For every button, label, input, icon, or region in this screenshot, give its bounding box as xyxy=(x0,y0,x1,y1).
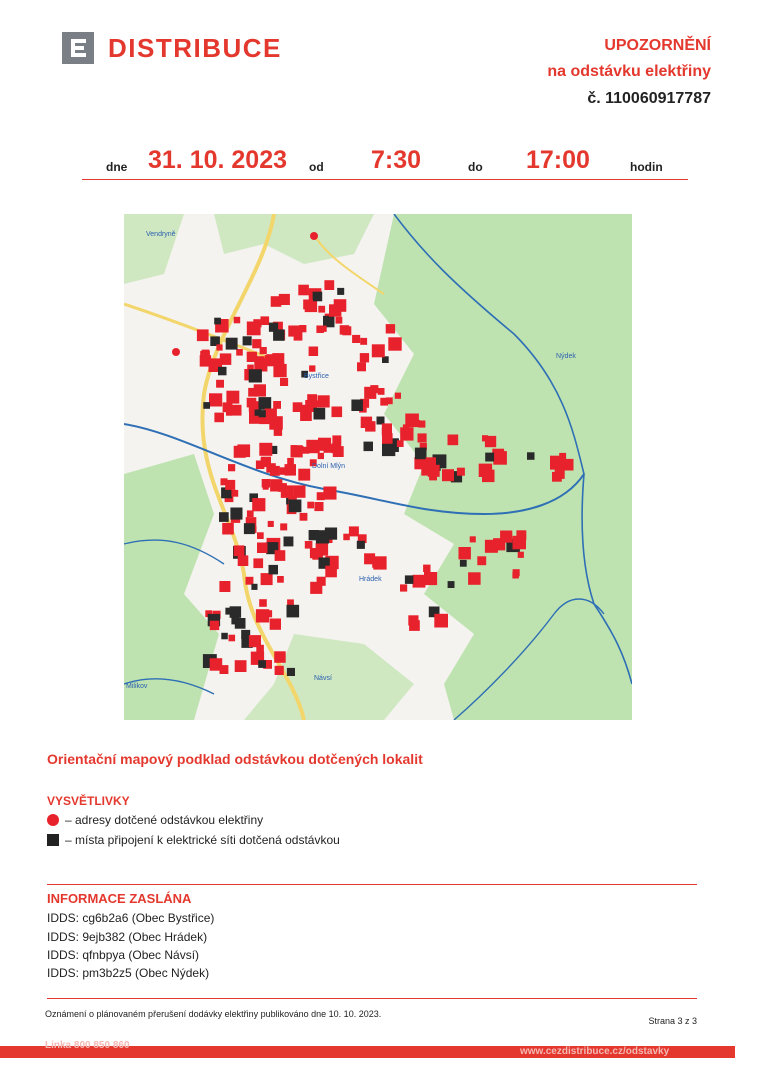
address-marker xyxy=(395,393,401,399)
address-marker xyxy=(334,299,347,312)
address-marker xyxy=(273,401,281,409)
address-marker xyxy=(470,536,476,542)
unit-label: hodin xyxy=(630,160,663,174)
address-marker xyxy=(343,534,350,541)
address-marker xyxy=(316,543,329,556)
address-marker xyxy=(229,635,236,642)
notice-subtitle: na odstávku elektřiny xyxy=(547,63,711,80)
address-marker xyxy=(360,353,369,362)
address-marker xyxy=(477,556,486,565)
address-marker xyxy=(228,464,235,471)
address-marker xyxy=(225,480,235,490)
connection-marker xyxy=(243,336,252,345)
address-marker xyxy=(310,582,322,594)
connection-marker xyxy=(259,410,266,417)
published-note: Oznámení o plánovaném přerušení dodávky elektřiny publikováno dne 10. 10. 2023. xyxy=(45,1009,382,1019)
connection-marker xyxy=(259,397,272,410)
address-marker xyxy=(209,393,222,406)
to-label: do xyxy=(468,160,483,174)
address-marker xyxy=(257,543,268,554)
address-marker xyxy=(273,364,286,377)
connection-marker xyxy=(316,530,329,543)
connection-marker xyxy=(218,367,227,376)
address-marker xyxy=(378,388,385,395)
address-marker xyxy=(261,573,273,585)
address-marker xyxy=(270,619,281,630)
address-marker xyxy=(309,365,315,371)
map-caption: Orientační mapový podklad odstávkou dotčených lokalit xyxy=(47,751,423,767)
address-marker xyxy=(457,468,465,476)
connection-marker xyxy=(214,318,221,325)
address-marker xyxy=(214,413,224,423)
connection-marker xyxy=(203,402,210,409)
footer-divider xyxy=(47,998,697,999)
address-marker xyxy=(400,427,413,440)
address-marker xyxy=(324,280,334,290)
to-time: 17:00 xyxy=(526,146,590,174)
address-marker xyxy=(388,337,401,350)
connection-marker xyxy=(235,618,246,629)
address-marker xyxy=(262,479,271,488)
address-marker xyxy=(357,362,366,371)
legend-address-text: – adresy dotčené odstávkou elektřiny xyxy=(65,813,264,827)
address-marker xyxy=(349,526,359,536)
place-label-bystrice: Bystřice xyxy=(304,373,329,380)
connection-marker xyxy=(287,605,300,618)
legend-title: VYSVĚTLIVKY xyxy=(47,794,130,808)
place-label-navsi: Návsí xyxy=(314,675,332,682)
address-marker xyxy=(269,416,283,430)
page-number: Strana 3 z 3 xyxy=(648,1016,697,1026)
address-marker xyxy=(270,479,282,491)
address-marker xyxy=(303,447,310,454)
idds-line: IDDS: qfnbpya (Obec Návsí) xyxy=(47,948,200,962)
address-marker xyxy=(372,344,385,357)
connection-marker xyxy=(527,452,535,460)
connection-marker xyxy=(364,442,374,452)
connection-marker xyxy=(382,356,389,363)
address-marker xyxy=(280,467,288,475)
footer-hotline: Linka 800 850 860 xyxy=(45,1040,130,1051)
place-label-vendryne: Vendryně xyxy=(146,231,176,238)
address-marker xyxy=(279,294,290,305)
address-marker xyxy=(562,459,574,471)
address-marker xyxy=(518,552,524,558)
address-marker xyxy=(482,435,488,441)
address-marker xyxy=(247,510,254,517)
address-marker xyxy=(231,405,242,416)
address-marker xyxy=(382,423,392,433)
red-dot-icon xyxy=(47,814,59,826)
address-marker xyxy=(513,569,520,576)
connection-marker xyxy=(273,329,284,340)
address-marker xyxy=(314,502,323,511)
connection-marker xyxy=(226,338,238,350)
address-marker xyxy=(310,232,318,240)
address-marker xyxy=(323,487,336,500)
address-marker xyxy=(500,531,512,543)
legend-connection-row xyxy=(47,833,340,847)
connection-marker xyxy=(284,537,294,547)
address-marker xyxy=(210,621,219,630)
address-marker xyxy=(272,353,284,365)
address-marker xyxy=(219,581,230,592)
address-marker xyxy=(274,651,286,663)
address-marker xyxy=(397,440,404,447)
address-marker xyxy=(332,435,341,444)
address-marker xyxy=(298,285,309,296)
address-marker xyxy=(409,620,420,631)
connection-marker xyxy=(221,633,228,640)
address-marker xyxy=(293,402,303,412)
address-marker xyxy=(424,572,437,585)
cez-logo-icon xyxy=(62,32,94,64)
legend-connection-text: – místa připojení k elektrické síti dotčená odstávkou xyxy=(65,833,340,847)
address-marker xyxy=(275,550,286,561)
address-marker xyxy=(320,326,326,332)
address-marker xyxy=(234,545,245,556)
address-marker xyxy=(311,401,318,408)
address-marker xyxy=(325,566,337,578)
address-marker xyxy=(172,348,180,356)
place-label-milikov: Milikov xyxy=(126,683,148,690)
address-marker xyxy=(342,326,351,335)
address-marker xyxy=(434,614,448,628)
address-marker xyxy=(220,353,232,365)
address-marker xyxy=(426,457,436,467)
connection-marker xyxy=(251,584,257,590)
address-marker xyxy=(333,446,344,457)
address-marker xyxy=(280,523,287,530)
address-marker xyxy=(275,666,284,675)
address-marker xyxy=(555,469,565,479)
footer-web-link[interactable]: www.cezdistribuce.cz/odstavky xyxy=(520,1046,670,1057)
connection-marker xyxy=(448,581,455,588)
from-time: 7:30 xyxy=(371,146,422,174)
address-marker xyxy=(234,446,246,458)
address-marker xyxy=(468,572,481,585)
address-marker xyxy=(302,405,310,413)
address-marker xyxy=(513,536,527,550)
address-marker xyxy=(234,317,241,324)
address-marker xyxy=(423,565,430,572)
connection-marker xyxy=(230,508,242,520)
address-marker xyxy=(287,458,294,465)
connection-marker xyxy=(244,523,255,534)
connection-marker xyxy=(314,408,326,420)
address-marker xyxy=(380,398,388,406)
connection-marker xyxy=(323,316,335,328)
connection-marker xyxy=(405,575,414,584)
address-marker xyxy=(200,351,210,361)
address-marker xyxy=(405,414,419,428)
outage-date: 31. 10. 2023 xyxy=(148,146,288,174)
connection-marker xyxy=(313,292,323,302)
address-marker xyxy=(246,577,254,585)
idds-line: IDDS: 9ejb382 (Obec Hrádek) xyxy=(47,930,208,944)
address-marker xyxy=(309,347,319,357)
address-marker xyxy=(277,576,284,583)
address-marker xyxy=(249,635,261,647)
address-marker xyxy=(479,464,492,477)
idds-line: IDDS: cg6b2a6 (Obec Bystřice) xyxy=(47,911,215,925)
notice-title: UPOZORNĚNÍ xyxy=(604,37,711,54)
address-marker xyxy=(459,547,471,559)
address-marker xyxy=(352,335,360,343)
address-marker xyxy=(382,433,393,444)
address-marker xyxy=(370,385,378,393)
connection-marker xyxy=(289,500,302,513)
connection-marker xyxy=(258,660,266,668)
address-marker xyxy=(413,575,426,588)
address-marker xyxy=(220,665,229,674)
address-marker xyxy=(231,490,238,497)
from-label: od xyxy=(309,160,324,174)
address-marker xyxy=(332,407,343,418)
address-marker xyxy=(216,380,224,388)
outage-map xyxy=(124,214,632,720)
connection-marker xyxy=(357,541,365,549)
address-marker xyxy=(442,469,454,481)
connection-marker xyxy=(269,565,279,575)
address-marker xyxy=(336,317,343,324)
address-marker xyxy=(265,610,272,617)
address-marker xyxy=(252,339,261,348)
address-marker xyxy=(298,469,310,481)
address-marker xyxy=(259,599,267,607)
address-marker xyxy=(226,391,239,404)
connection-marker xyxy=(249,369,262,382)
connection-marker xyxy=(287,668,295,676)
info-divider xyxy=(47,884,697,885)
address-marker xyxy=(235,660,247,672)
address-marker xyxy=(318,395,330,407)
address-marker xyxy=(318,438,331,451)
address-marker xyxy=(418,433,427,442)
address-marker xyxy=(254,384,266,396)
address-marker xyxy=(300,513,308,521)
place-label-dolni-mlyn: Dolní Mlýn xyxy=(312,463,346,470)
black-square-icon xyxy=(47,834,59,846)
address-marker xyxy=(259,443,272,456)
address-marker xyxy=(280,378,288,386)
address-marker xyxy=(303,300,313,310)
address-marker xyxy=(291,445,303,457)
address-marker xyxy=(257,532,264,539)
address-marker xyxy=(236,349,243,356)
address-marker xyxy=(318,453,324,459)
notice-number: č. 110060917787 xyxy=(587,90,711,107)
address-marker xyxy=(307,502,314,509)
idds-line: IDDS: pm3b2z5 (Obec Nýdek) xyxy=(47,966,210,980)
address-marker xyxy=(197,329,209,341)
address-marker xyxy=(364,553,375,564)
address-marker xyxy=(266,463,276,473)
connection-marker xyxy=(460,560,467,567)
address-marker xyxy=(247,322,261,336)
address-marker xyxy=(281,485,294,498)
address-marker xyxy=(293,485,305,497)
address-marker xyxy=(448,435,459,446)
address-marker xyxy=(318,306,325,313)
connection-marker xyxy=(225,608,232,615)
address-marker xyxy=(400,584,407,591)
address-marker xyxy=(261,316,270,325)
connection-marker xyxy=(485,453,494,462)
address-marker xyxy=(268,521,274,527)
address-marker xyxy=(222,523,234,535)
brand-name: DISTRIBUCE xyxy=(108,33,282,63)
connection-marker xyxy=(415,448,427,460)
address-marker xyxy=(288,326,299,337)
place-label-nydek: Nýdek xyxy=(556,353,576,360)
address-marker xyxy=(360,338,367,345)
address-marker xyxy=(559,453,566,460)
address-marker xyxy=(299,325,306,332)
address-marker xyxy=(238,555,249,566)
address-marker xyxy=(256,461,265,470)
day-label: dne xyxy=(106,160,128,174)
connection-marker xyxy=(337,288,344,295)
info-title: INFORMACE ZASLÁNA xyxy=(47,891,192,906)
date-underline xyxy=(82,179,688,180)
connection-marker xyxy=(351,400,363,412)
address-marker xyxy=(361,417,372,428)
address-marker xyxy=(418,421,425,428)
address-marker xyxy=(305,541,313,549)
legend-address-row xyxy=(47,813,263,827)
connection-marker xyxy=(219,512,229,522)
address-marker xyxy=(493,451,507,465)
address-marker xyxy=(386,324,395,333)
address-marker xyxy=(252,498,265,511)
address-marker xyxy=(253,558,263,568)
place-label-hradek: Hrádek xyxy=(359,576,382,583)
address-marker xyxy=(216,344,222,350)
connection-marker xyxy=(377,417,385,425)
